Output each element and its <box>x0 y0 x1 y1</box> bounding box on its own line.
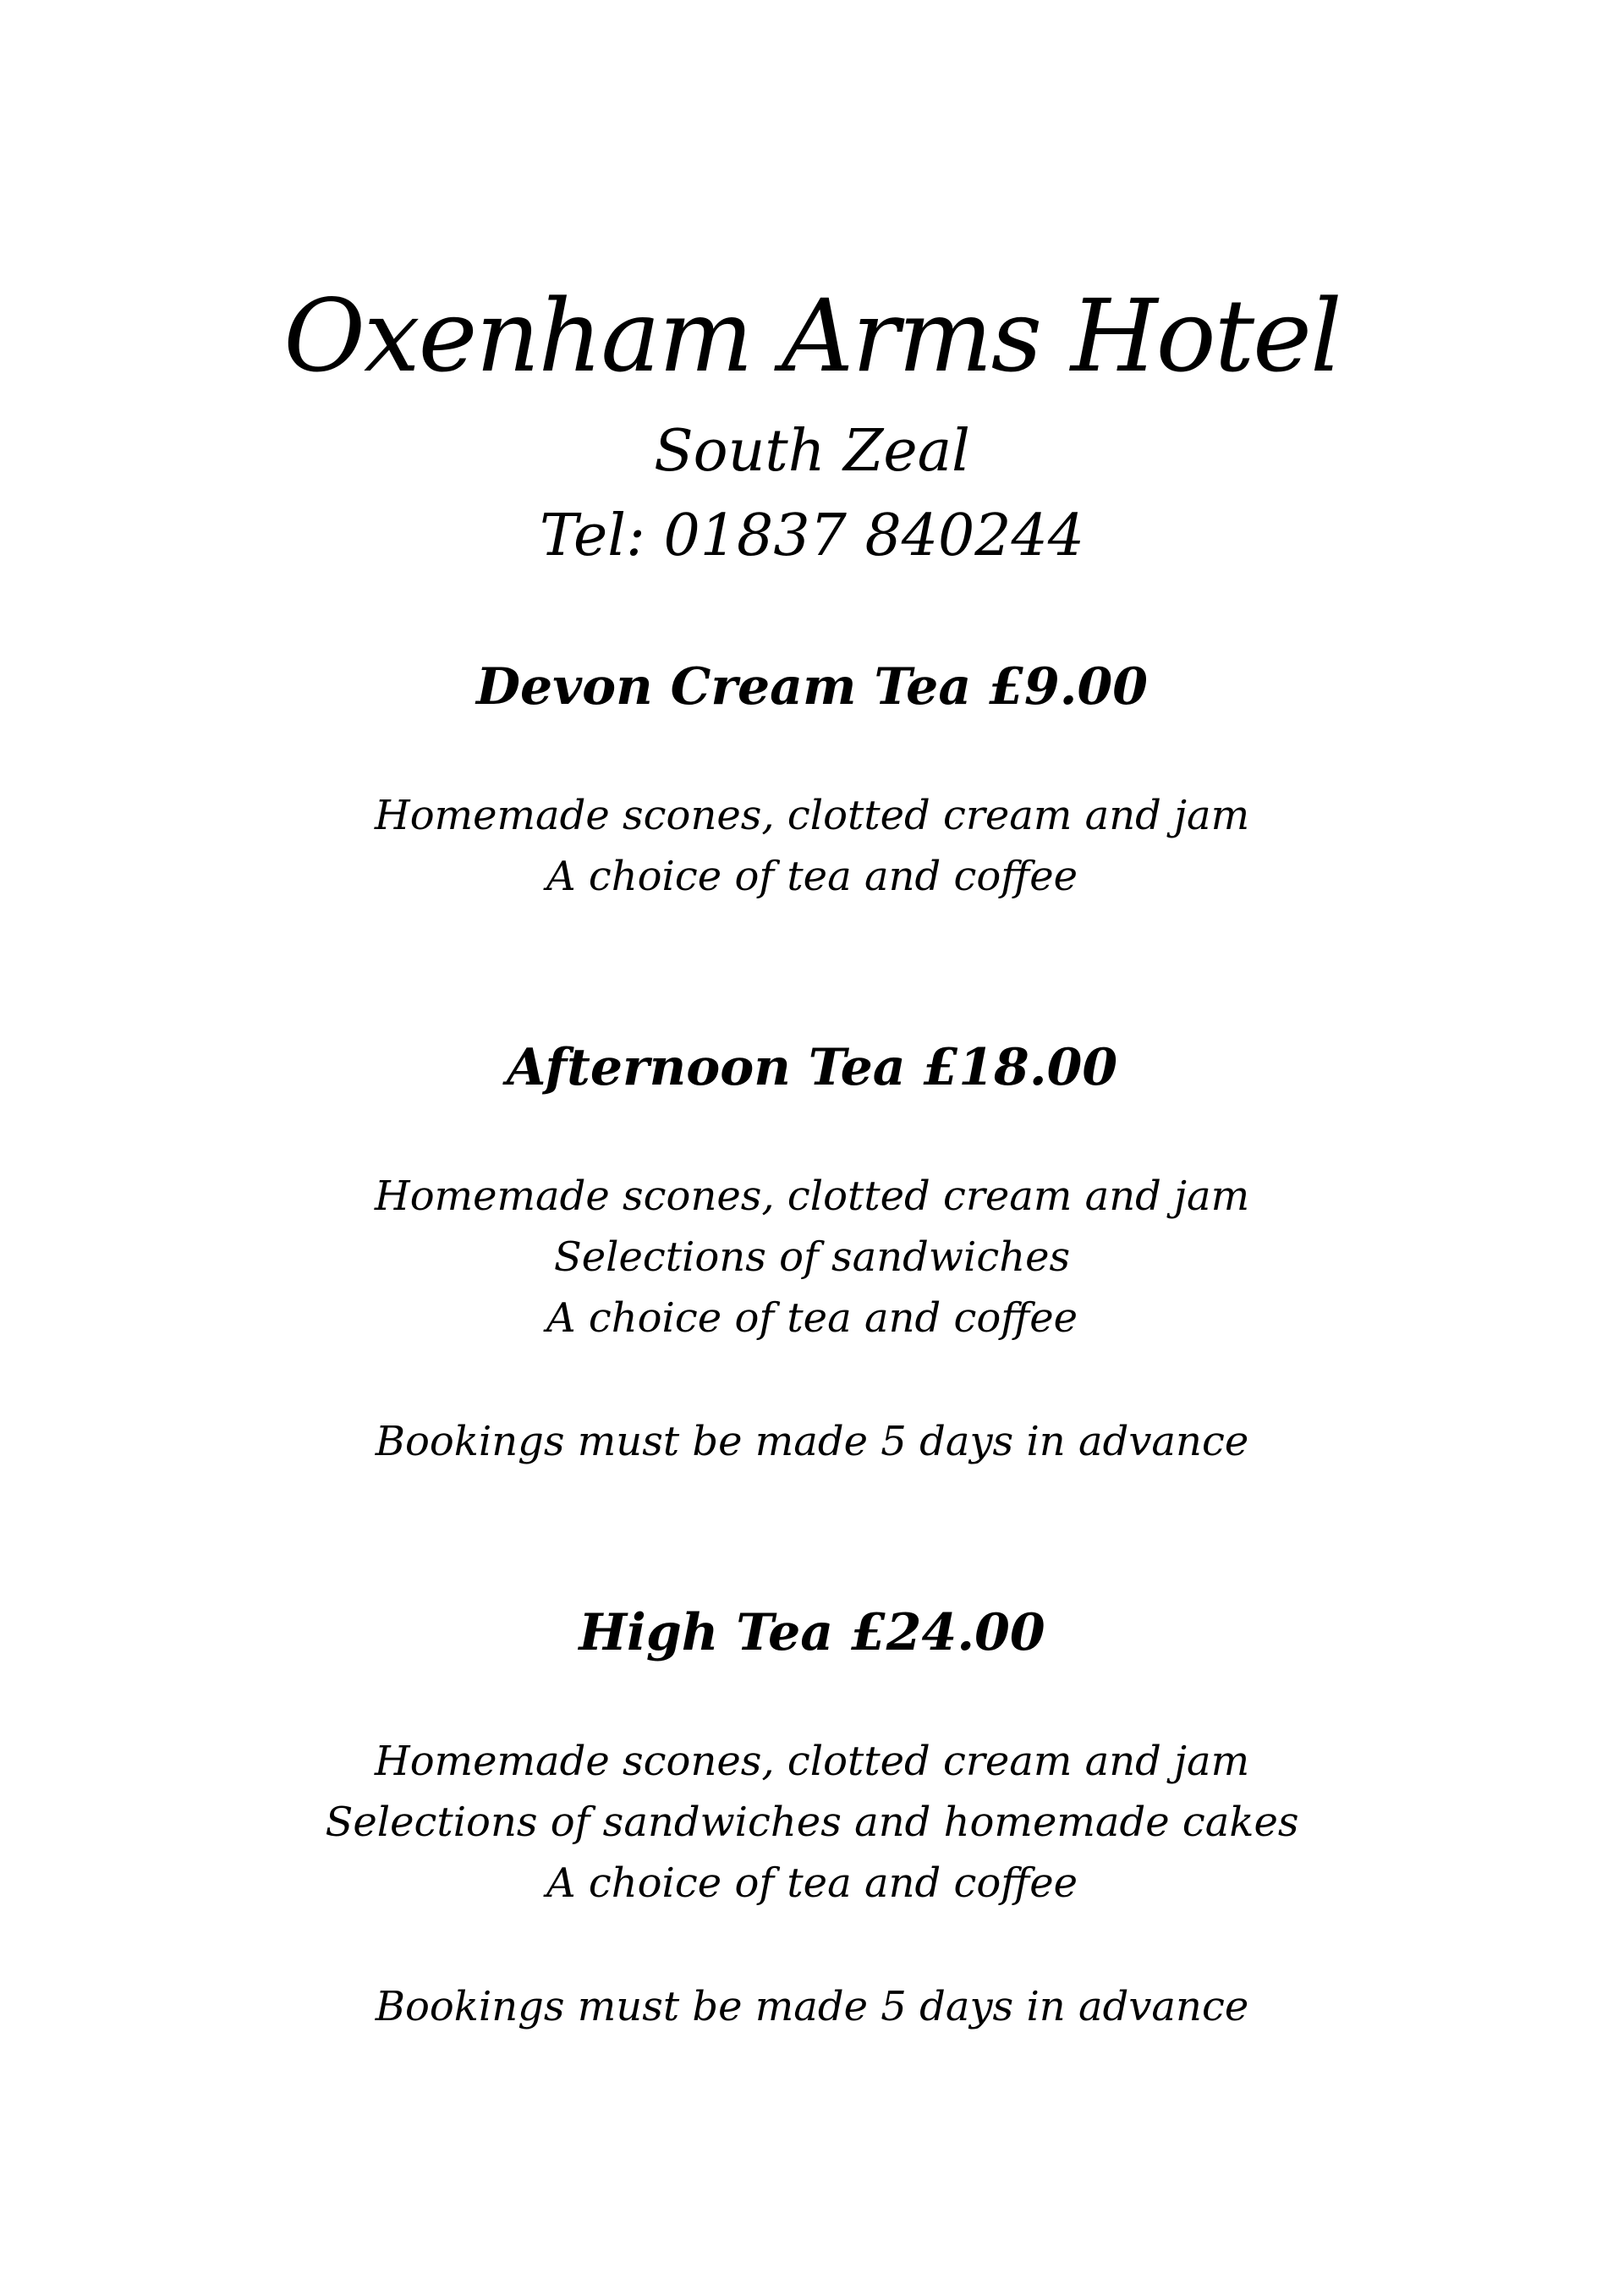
menu-item: Homemade scones, clotted cream and jam <box>374 792 1250 839</box>
booking-note: Bookings must be made 5 days in advance <box>375 1983 1249 2030</box>
hotel-location: South Zeal <box>654 418 970 485</box>
section-heading-devon-cream-tea: Devon Cream Tea £9.00 <box>476 657 1148 717</box>
hotel-title: Oxenham Arms Hotel <box>283 277 1341 394</box>
menu-item: Homemade scones, clotted cream and jam <box>374 1738 1250 1785</box>
menu-item: Selections of sandwiches <box>553 1233 1071 1281</box>
menu-item: Homemade scones, clotted cream and jam <box>374 1173 1250 1220</box>
menu-item: Selections of sandwiches and homemade cakes <box>325 1799 1299 1846</box>
section-heading-afternoon-tea: Afternoon Tea £18.00 <box>506 1038 1118 1097</box>
menu-item: A choice of tea and coffee <box>546 853 1078 900</box>
menu-item: A choice of tea and coffee <box>546 1294 1078 1342</box>
menu-item: A choice of tea and coffee <box>546 1859 1078 1907</box>
booking-note: Bookings must be made 5 days in advance <box>375 1418 1249 1465</box>
section-heading-high-tea: High Tea £24.00 <box>579 1603 1045 1662</box>
hotel-phone: Tel: 01837 840244 <box>539 503 1085 569</box>
